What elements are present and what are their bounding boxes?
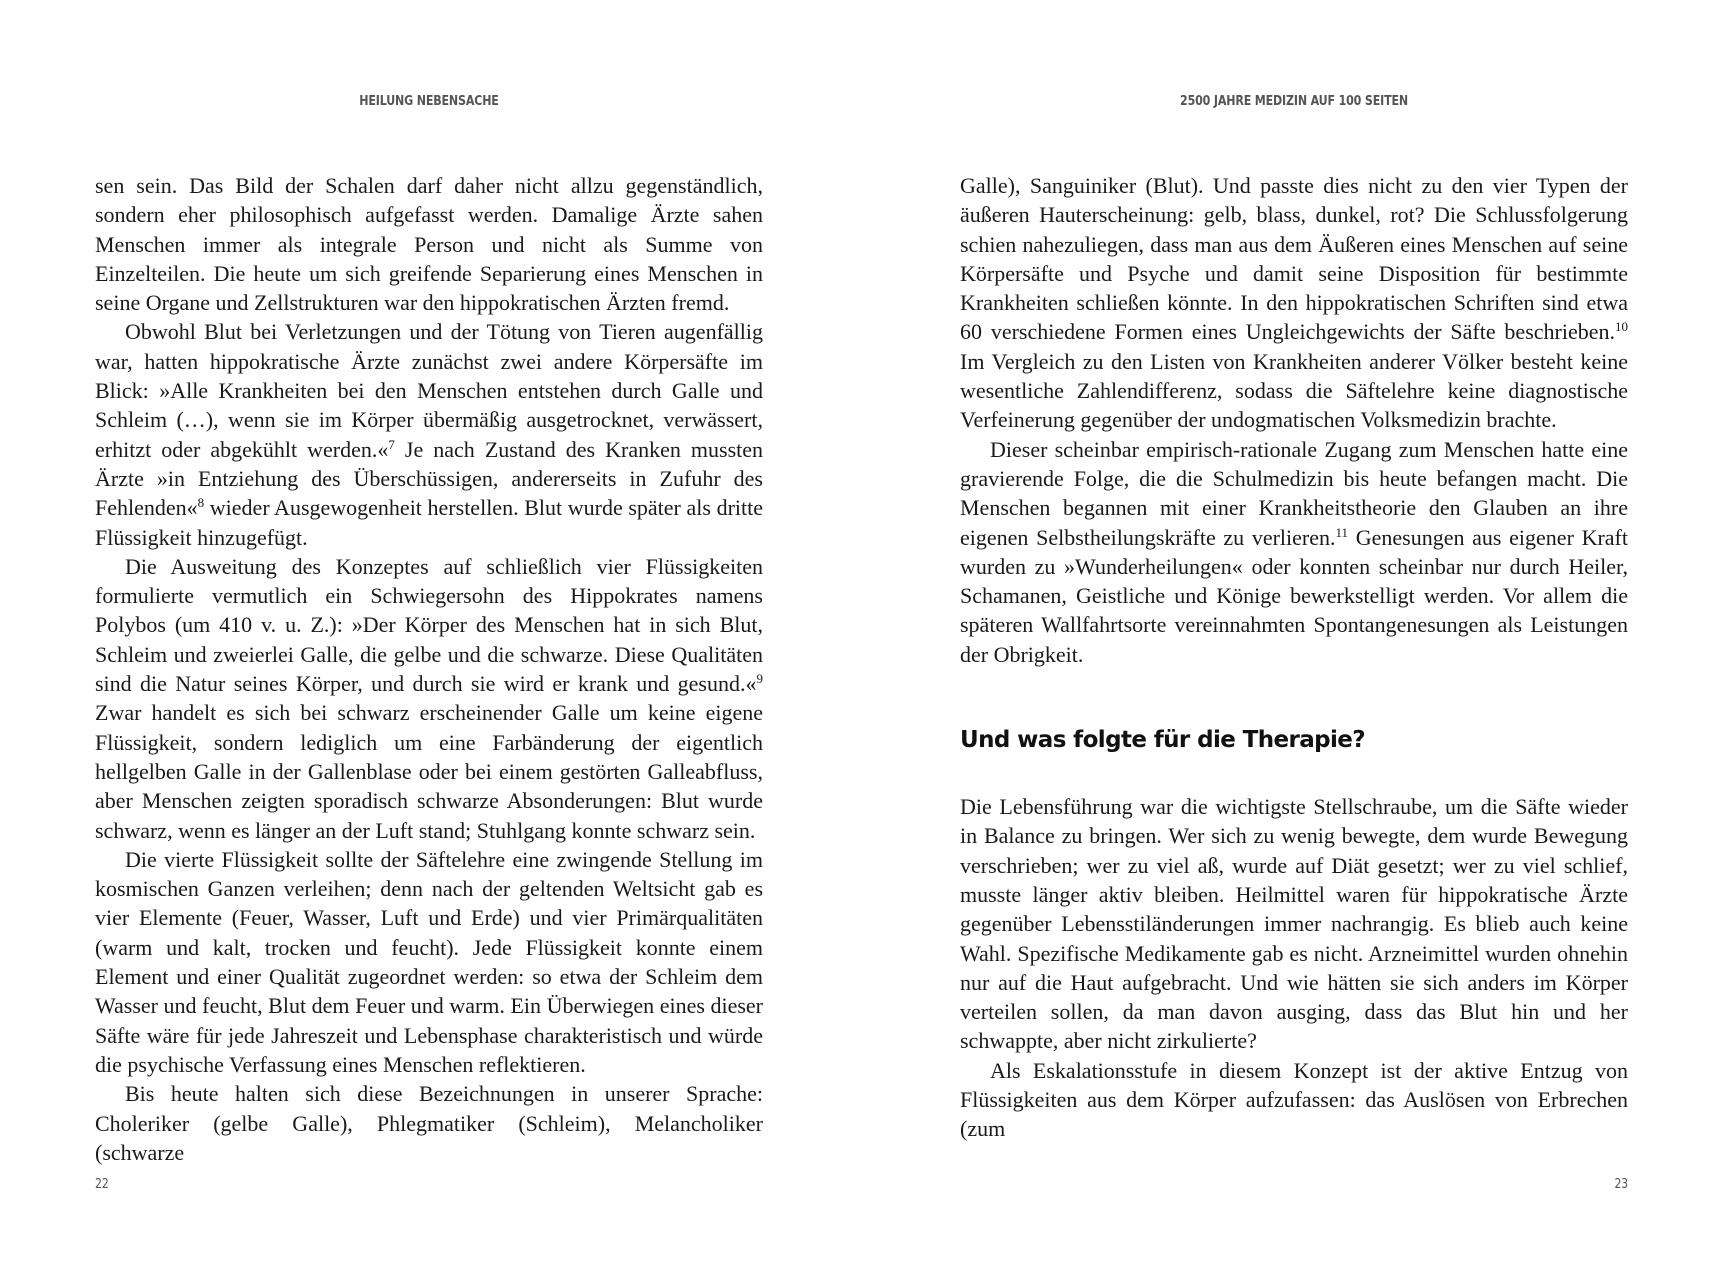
footnote-marker: 8: [197, 495, 205, 511]
right-page-body-after-heading: [960, 792, 1628, 1144]
right-page-body: [960, 171, 1628, 1144]
paragraph: Als Eskalationsstufe in diesem Konzept ist der aktive Entzug von Flüssigkeiten aus dem Körper aufzufassen: das Auslösen von Erbrechen (zum: [960, 1057, 1628, 1142]
left-page-body: [95, 171, 763, 1167]
running-head-right: 2500 JAHRE MEDIZIN AUF 100 SEITEN: [1180, 93, 1408, 109]
left-page: [95, 0, 763, 1270]
footnote-marker: 7: [388, 436, 395, 452]
footnote-marker: 9: [756, 671, 763, 687]
paragraph: Dieser scheinbar empirisch-rationale Zugang zum Menschen hatte eine gravierende Folge, die die Schulmedizin bis heute befangen macht. Die Menschen begannen mit einer Krankheitstheorie den Glauben an ihre eigenen Selbstheilungskräfte zu verlieren.$^{11}$ Genesungen aus eigener Kraft wurden zu »Wunderheilungen« oder konnten scheinbar nur durch Heiler, Schamanen, Geistliche und Könige bewerkstelligt werden. Vor allem die späteren Wallfahrtsorte vereinnahmten Spontangenesungen als Leistungen der Obrigkeit.: [960, 436, 1628, 667]
page-number-left: 22: [95, 1176, 109, 1192]
section-heading: Und was folgte für die Therapie?: [960, 727, 1366, 754]
paragraph: Die vierte Flüssigkeit sollte der Säftelehre eine zwingende Stellung im kosmischen Ganzen verleihen; denn nach der geltenden Weltsicht gab es vier Elemente (Feuer, Wasser, Luft und Erde) und vier Primärqualitäten (warm und kalt, trocken und feucht). Jede Flüssigkeit konnte einem Element und einer Qualität zugeordnet werden: so etwa der Schleim dem Wasser und feucht, Blut dem Feuer und warm. Ein Überwiegen eines dieser Säfte wäre für jede Jahreszeit und Lebensphase charakteristisch und würde die psychische Verfassung eines Menschen reflektieren.: [95, 846, 763, 1077]
paragraph: Galle), Sanguiniker (Blut). Und passte dies nicht zu den vier Typen der äußeren Hauterscheinung: gelb, blass, dunkel, rot? Die Schlussfolgerung schien nahezuliegen, dass man aus dem Äußeren eines Menschen auf seine Körpersäfte und Psyche und damit seine Disposition für bestimmte Krankheiten schließen könnte. In den hippokratischen Schriften sind etwa 60 verschiedene Formen eines Ungleichgewichts der Säfte beschrieben.$^{10}$ Im Vergleich zu den Listen von Krankheiten anderer Völker besteht keine wesentliche Zahlendifferenz, sodass die Säftelehre keine diagnostische Verfeinerung gegenüber der undogmatischen Volksmedizin brachte.: [960, 173, 1628, 433]
right-page-body-before-heading: [960, 171, 1628, 669]
paragraph: Die Lebensführung war die wichtigste Stellschraube, um die Säfte wieder in Balance zu bringen. Wer sich zu wenig bewegte, dem wurde Bewegung verschrieben; wer zu viel aß, wurde auf Diät gesetzt; wer zu viel schlief, musste länger aktiv bleiben. Heilmittel waren für hippokratische Ärzte gegenüber Lebensstiländerungen immer nachrangig. Es blieb auch keine Wahl. Spezifische Medikamente gab es nicht. Arzneimittel wurden ohnehin nur auf die Haut aufgebracht. Und wie hätten sie sich anders im Körper verteilen sollen, da man davon ausging, dass das Blut hin und her schwappte, aber nicht zirkulierte?: [960, 794, 1628, 1054]
page-number-right: 23: [1614, 1176, 1628, 1192]
paragraph: Bis heute halten sich diese Bezeichnungen in unserer Sprache: Choleriker (gelbe Galle), Phlegmatiker (Schleim), Melancholiker (schwarze: [95, 1081, 763, 1165]
footnote-marker: 10: [1615, 319, 1628, 335]
paragraph: Die Ausweitung des Konzeptes auf schließlich vier Flüssigkeiten formulierte vermutlich ein Schwiegersohn des Hippokrates namens Polybos (um 410 v. u. Z.): »Der Körper des Menschen hat in sich Blut, Schleim und zweierlei Galle, die gelbe und die schwarze. Diese Qualitäten sind die Natur seines Körper, und durch sie wird er krank und gesund.«$^9$ Zwar handelt es sich bei schwarz erscheinender Galle um keine eigene Flüssigkeit, sondern lediglich um eine Farbänderung der eigentlich hellgelben Galle in der Gallenblase oder bei einem gestörten Galleabfluss, aber Menschen zeigten sporadisch schwarze Absonderungen: Blut wurde schwarz, wenn es länger an der Luft stand; Stuhlgang konnte schwarz sein.: [95, 553, 763, 843]
running-head-left: HEILUNG NEBENSACHE: [359, 93, 499, 109]
footnote-marker: 11: [1335, 524, 1349, 540]
paragraph: sen sein. Das Bild der Schalen darf daher nicht allzu gegenständlich, sondern eher philosophisch aufgefasst werden. Damalige Ärzte sahen Menschen immer als integrale Person und nicht als Summe von Einzelteilen. Die heute um sich greifende Separierung eines Menschen in seine Organe und Zellstrukturen war den hippokratischen Ärzten fremd.: [95, 173, 763, 316]
right-page: [960, 0, 1628, 1270]
paragraph: Obwohl Blut bei Verletzungen und der Tötung von Tieren augenfällig war, hatten hippokratische Ärzte zunächst zwei andere Körpersäfte im Blick: »Alle Krankheiten bei den Menschen entstehen durch Galle und Schleim (…), wenn sie im Körper übermäßig ausgetrocknet, verwässert, erhitzt oder abgekühlt werden.«$^7$ Je nach Zustand des Kranken mussten Ärzte »in Entziehung des Überschüssigen, andererseits in Zufuhr des Fehlenden«$^8$ wieder Ausgewogenheit herstellen. Blut wurde später als dritte Flüssigkeit hinzugefügt.: [95, 319, 764, 550]
